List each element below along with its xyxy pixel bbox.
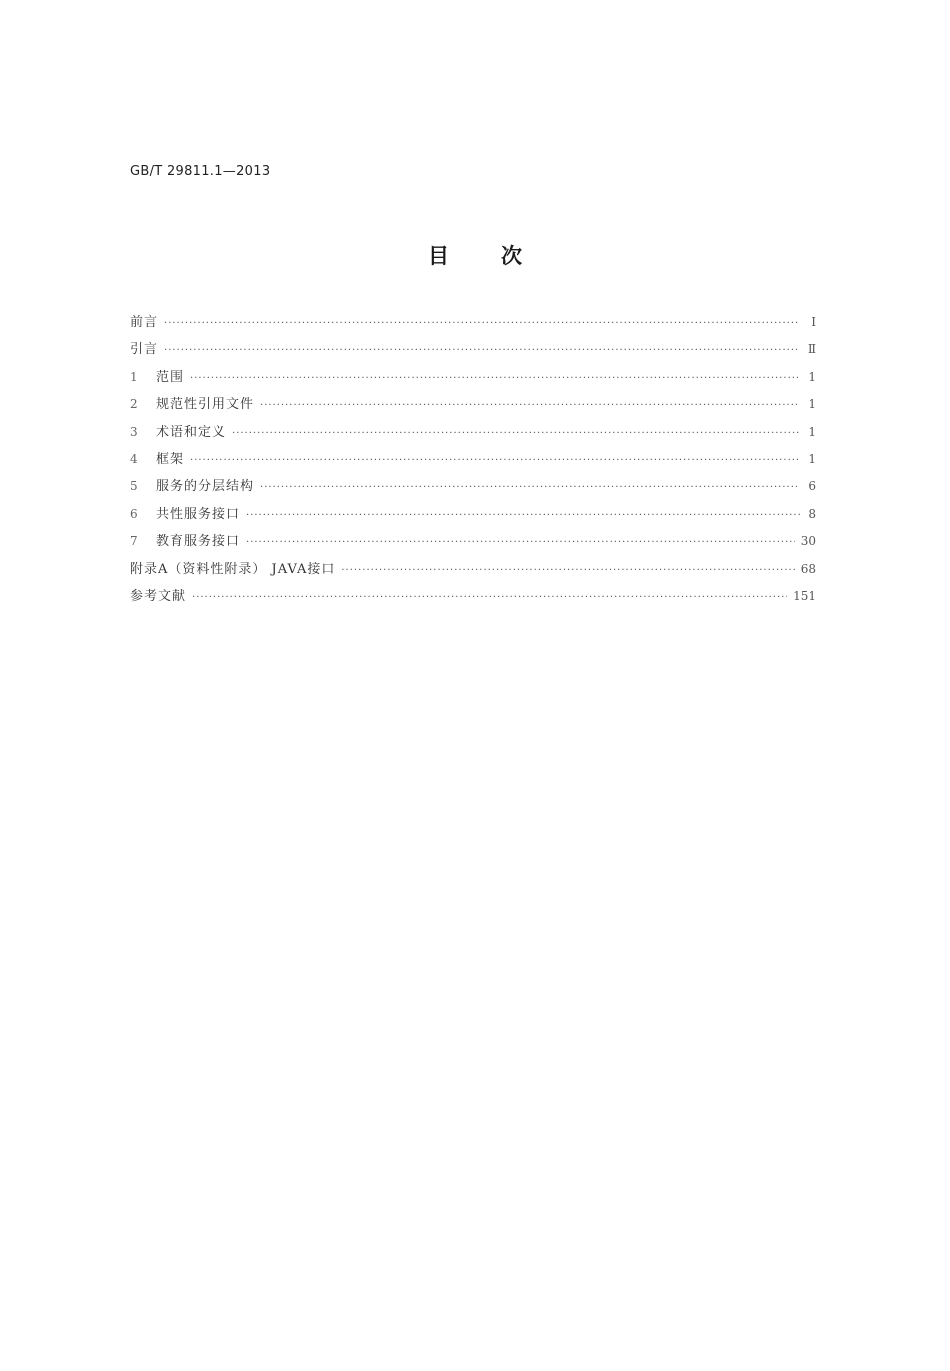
toc-leader-dots — [246, 510, 800, 521]
toc-entry-layered-structure[interactable] — [130, 475, 816, 502]
toc-label: 教育服务接口 — [156, 534, 241, 550]
toc-page-number: Ⅱ — [807, 342, 816, 357]
toc-label: 引言 — [130, 342, 159, 358]
toc-section-number: 7 — [130, 534, 138, 549]
toc-page-number: 1 — [808, 451, 816, 466]
toc-section-number: 4 — [130, 451, 138, 466]
toc-page-number: 151 — [793, 588, 816, 603]
toc-leader-dots — [246, 537, 795, 548]
toc-entry-bibliography[interactable] — [130, 585, 816, 612]
toc-section-number: 6 — [130, 506, 138, 521]
toc-page-number: 30 — [800, 534, 816, 549]
toc-entry-terms-definitions[interactable] — [130, 421, 816, 448]
toc-entry-preface[interactable] — [130, 311, 816, 338]
toc-leader-dots — [190, 373, 800, 384]
toc-label: 术语和定义 — [156, 424, 227, 440]
toc-page-number: 1 — [808, 397, 816, 412]
toc-label: 共性服务接口 — [156, 506, 241, 522]
toc-leader-dots — [341, 565, 794, 576]
toc-label: 前言 — [130, 315, 159, 330]
toc-leader-dots — [190, 455, 800, 466]
toc-leader-dots — [232, 428, 800, 439]
toc-label: 服务的分层结构 — [156, 479, 255, 495]
toc-leader-dots — [260, 400, 800, 411]
title-char-1: 目 — [428, 244, 449, 268]
standard-code: GB/T 29811.1—2013 — [130, 164, 271, 179]
toc-label: 框架 — [156, 451, 185, 467]
toc-label: 附录A（资料性附录） JAVA接口 — [130, 561, 336, 577]
toc-page-number: 1 — [808, 424, 816, 439]
toc-label: 规范性引用文件 — [156, 397, 255, 413]
toc-section-number: 2 — [130, 397, 138, 412]
toc-label: 参考文献 — [130, 588, 187, 604]
toc-page-number: 68 — [800, 561, 816, 576]
page-title — [0, 240, 950, 270]
toc-section-number: 5 — [130, 479, 138, 494]
title-char-2: 次 — [501, 244, 522, 268]
toc-leader-dots — [164, 345, 800, 356]
toc-entry-education-service-interface[interactable] — [130, 530, 816, 557]
toc-leader-dots — [192, 592, 787, 603]
toc-section-number: 1 — [130, 369, 138, 384]
toc-entry-introduction[interactable] — [130, 338, 816, 365]
toc-section-number: 3 — [130, 424, 138, 439]
toc-label: 范围 — [156, 369, 185, 385]
toc-entry-framework[interactable] — [130, 448, 816, 475]
toc-entry-normative-references[interactable] — [130, 393, 816, 420]
toc-page-number: 6 — [808, 479, 816, 494]
toc-page-number: 1 — [808, 369, 816, 384]
toc-entry-appendix-a[interactable] — [130, 558, 816, 585]
toc-leader-dots — [164, 318, 800, 329]
table-of-contents — [130, 311, 816, 612]
toc-page-number: 8 — [808, 506, 816, 521]
toc-entry-common-service-interface[interactable] — [130, 503, 816, 530]
toc-entry-scope[interactable] — [130, 366, 816, 393]
toc-leader-dots — [260, 482, 800, 493]
toc-page-number: Ⅰ — [811, 315, 816, 329]
